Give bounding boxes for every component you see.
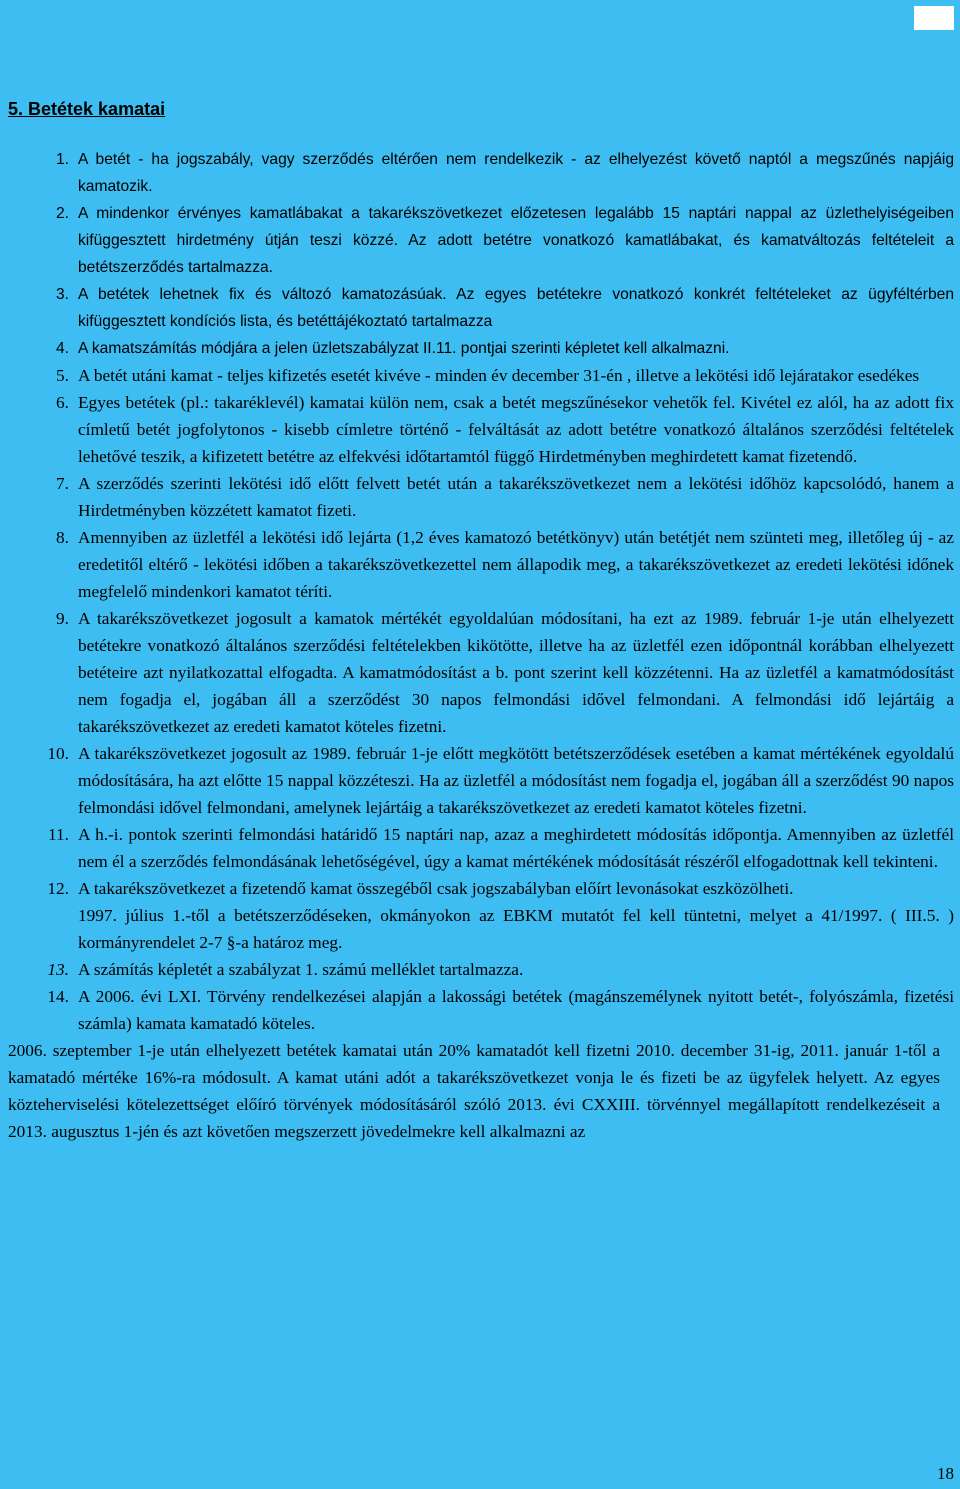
list-item-continuation <box>0 902 960 956</box>
list-item <box>0 740 960 821</box>
list-item <box>0 605 960 740</box>
list-item <box>0 335 960 362</box>
item-number: 9. <box>56 609 69 628</box>
item-text: A szerződés szerinti lekötési idő előtt felvett betét után a takarékszövetkezet nem a lekötési időhöz kapcsolódó, hanem a Hirdetményben közzétett kamatot fizeti. <box>78 474 954 520</box>
item-number: 7. <box>56 474 69 493</box>
list-item <box>0 875 960 902</box>
item-number: 3. <box>55 286 69 303</box>
item-number: 12. <box>47 879 69 898</box>
item-text: A betétek lehetnek fix és változó kamatozásúak. Az egyes betétekre vonatkozó konkrét feltételeket az ügyféltérben kifüggesztett kondíciós lista, és betéttájékoztató tartalmazza <box>78 286 954 330</box>
item-number: 14. <box>47 987 69 1006</box>
item-number: 8. <box>56 528 69 547</box>
corner-white-box <box>914 6 954 30</box>
closing-paragraph: 2006. szeptember 1-je után elhelyezett betétek kamatai után 20% kamatadót kell fizetni 2010. december 31-ig, 2011. január 1-től a kamatadó mértéke 16%-ra módosult. A kamat utáni adót a takarékszövetkezet vonja le és fizeti be az ügyfelek helyett. Az egyes közteherviselési kötelezettséget előíró törvények módosításáról szóló 2013. évi CXXIII. törvénnyel megállapított rendelkezéseit a 2013. augusztus 1-jén és azt követően megszerzett jövedelmekre kell alkalmazni az <box>8 1041 940 1141</box>
item-text: A kamatszámítás módjára a jelen üzletszabályzat II.11. pontjai szerinti képletet kell alkalmazni. <box>78 340 730 357</box>
item-text: A 2006. évi LXI. Törvény rendelkezései alapján a lakossági betétek (magánszemélynek nyitott betét-, folyószámla, fizetési számla) kamata kamatadó köteles. <box>78 987 954 1033</box>
list-item <box>0 200 960 281</box>
item-text: A betét utáni kamat - teljes kifizetés esetét kivéve - minden év december 31-én , illetve a lekötési idő lejáratakor esedékes <box>78 366 920 385</box>
list-item <box>0 956 960 983</box>
item-number: 4. <box>55 340 69 357</box>
list-item <box>0 146 960 200</box>
item-text: A h.-i. pontok szerinti felmondási határidő 15 naptári nap, azaz a meghirdetett módosítás időpontja. Amennyiben az üzletfél nem él a szerződés felmondásának lehetőségével, úgy a kamat mértékének módosítását részéről elfogadottnak kell tekinteni. <box>78 825 954 871</box>
list-item <box>0 821 960 875</box>
list-item <box>0 524 960 605</box>
item-text: Egyes betétek (pl.: takaréklevél) kamatai külön nem, csak a betét megszűnésekor vehetők fel. Kivétel ez alól, ha az adott fix címletű betét jogfolytonos - kisebb címletre történő - felváltását az adott betétre vonatkozó általános szerződési feltételek lehetővé teszik, a kifizetett betétre az elfekvési időtartamtól függő Hirdetményben meghirdetett kamat fizetendő. <box>78 393 954 466</box>
section-heading: 5. Betétek kamatai <box>8 99 166 119</box>
list-item <box>0 470 960 524</box>
item-number: 11. <box>48 825 69 844</box>
item-text: A takarékszövetkezet jogosult a kamatok mértékét egyoldalúan módosítani, ha ezt az 1989. február 1-je után elhelyezett betétekre vonatkozó általános szerződési feltételekben kikötötte, illetve ha az üzletfél ezen időpontnál korábban elhelyezett betéteire azt nyilatkozattal elfogadta. A kamatmódosítást a b. pont szerint kell közzétenni. Ha az üzletfél a kamatmódosítást nem fogadja el, jogában áll a szerződést 30 napos felmondási idővel felmondani. A felmondási idő lejártáig a takarékszövetkezet az eredeti kamatot köteles fizetni. <box>78 609 954 736</box>
list-item <box>0 389 960 470</box>
item-list <box>0 146 960 1145</box>
item-text: A takarékszövetkezet jogosult az 1989. február 1-je előtt megkötött betétszerződések esetében a kamat mértékének egyoldalú módosítására, ha azt előtte 15 nappal közzéteszi. Ha az üzletfél a módosítást nem fogadja el, jogában áll a szerződést 90 napos felmondási idővel felmondani, amelynek lejártáig a takarékszövetkezet az eredeti kamatot köteles fizetni. <box>78 744 954 817</box>
item-text: A számítás képletét a szabályzat 1. számú melléklet tartalmazza. <box>78 960 524 979</box>
item-number: 1. <box>55 151 69 168</box>
item-text: A takarékszövetkezet a fizetendő kamat összegéből csak jogszabályban előírt levonásokat eszközölheti. <box>78 879 794 898</box>
page-number: 18 <box>937 1464 954 1483</box>
item-text: 1997. július 1.-től a betétszerződéseken, okmányokon az EBKM mutatót fel kell tüntetni, melyet a 41/1997. ( III.5. ) kormányrendelet 2-7 §-a határoz meg. <box>78 906 954 952</box>
item-number: 5. <box>56 366 69 385</box>
item-number: 13. <box>47 960 69 979</box>
item-text: A mindenkor érvényes kamatlábakat a takarékszövetkezet előzetesen legalább 15 naptári nappal az üzlethelyiségeiben kifüggesztett hirdetmény útján teszi közzé. Az adott betétre vonatkozó kamatlábakat, és kamatváltozás feltételeit a betétszerződés tartalmazza. <box>78 205 954 276</box>
item-text: A betét - ha jogszabály, vagy szerződés eltérően nem rendelkezik - az elhelyezést követő naptól a megszűnés napjáig kamatozik. <box>78 151 954 195</box>
item-number <box>0 902 78 956</box>
item-number: 10. <box>47 744 69 763</box>
item-number: 2. <box>55 205 69 222</box>
list-item <box>0 281 960 335</box>
list-item <box>0 362 960 389</box>
list-item <box>0 983 960 1037</box>
item-number: 6. <box>56 393 69 412</box>
item-text: Amennyiben az üzletfél a lekötési idő lejárta (1,2 éves kamatozó betétkönyv) után betétjét nem szünteti meg, illetőleg új - az eredetitől eltérő - lekötési időben a takarékszövetkezettel nem állapodik meg, a takarékszövetkezet az eredeti lekötési időnek megfelelő mindenkori kamatot téríti. <box>78 528 954 601</box>
